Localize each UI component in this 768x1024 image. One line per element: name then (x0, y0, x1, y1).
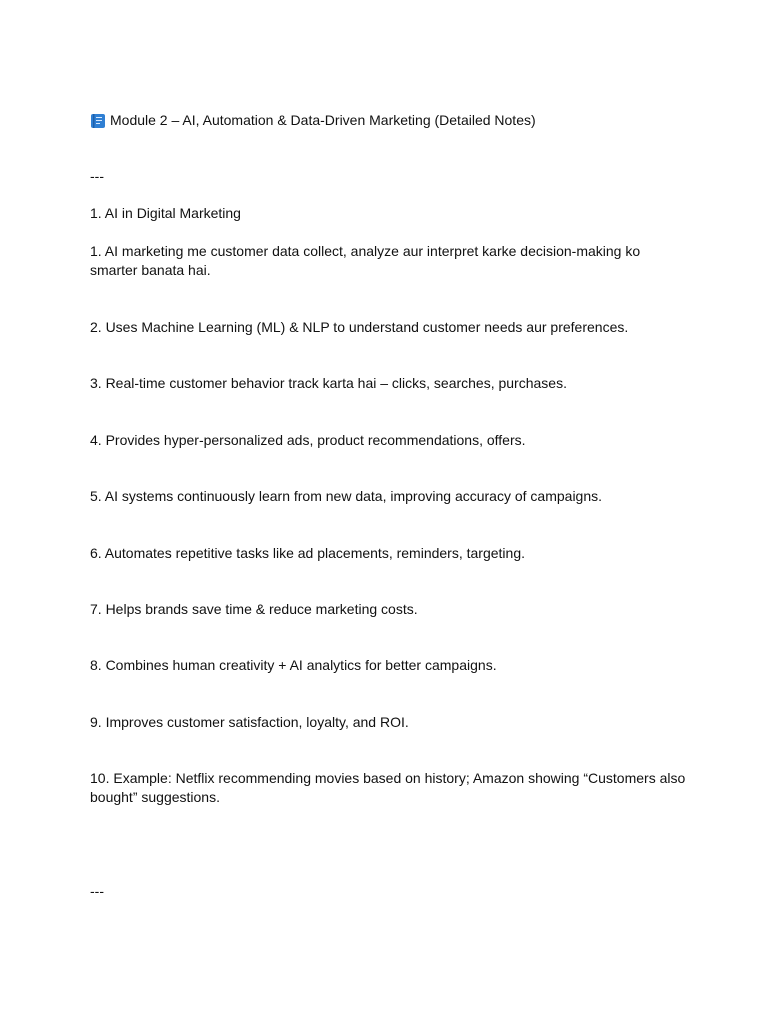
point-6: 6. Automates repetitive tasks like ad placements, reminders, targeting. (90, 545, 525, 561)
point-9: 9. Improves customer satisfaction, loyalty, and ROI. (90, 714, 409, 730)
blue-book-icon (90, 113, 106, 129)
point-5: 5. AI systems continuously learn from new data, improving accuracy of campaigns. (90, 488, 603, 504)
point-10: 10. Example: Netflix recommending movies based on history; Amazon showing “Customers also bought” suggestions. (90, 770, 686, 805)
point-2: 2. Uses Machine Learning (ML) & NLP to understand customer needs aur preferences. (90, 319, 629, 335)
point-4: 4. Provides hyper-personalized ads, product recommendations, offers. (90, 432, 526, 448)
section-heading: 1. AI in Digital Marketing (90, 205, 241, 221)
point-8: 8. Combines human creativity + AI analytics for better campaigns. (90, 657, 497, 673)
separator-bottom: --- (90, 883, 104, 899)
document-title-text: Module 2 – AI, Automation & Data-Driven Marketing (Detailed Notes) (110, 112, 536, 128)
point-1: 1. AI marketing me customer data collect, analyze aur interpret karke decision-making ko smarter banata hai. (90, 243, 641, 278)
document-title (90, 111, 690, 130)
point-7: 7. Helps brands save time & reduce marketing costs. (90, 601, 418, 617)
point-3: 3. Real-time customer behavior track karta hai – clicks, searches, purchases. (90, 375, 567, 391)
separator-top: --- (90, 168, 104, 184)
